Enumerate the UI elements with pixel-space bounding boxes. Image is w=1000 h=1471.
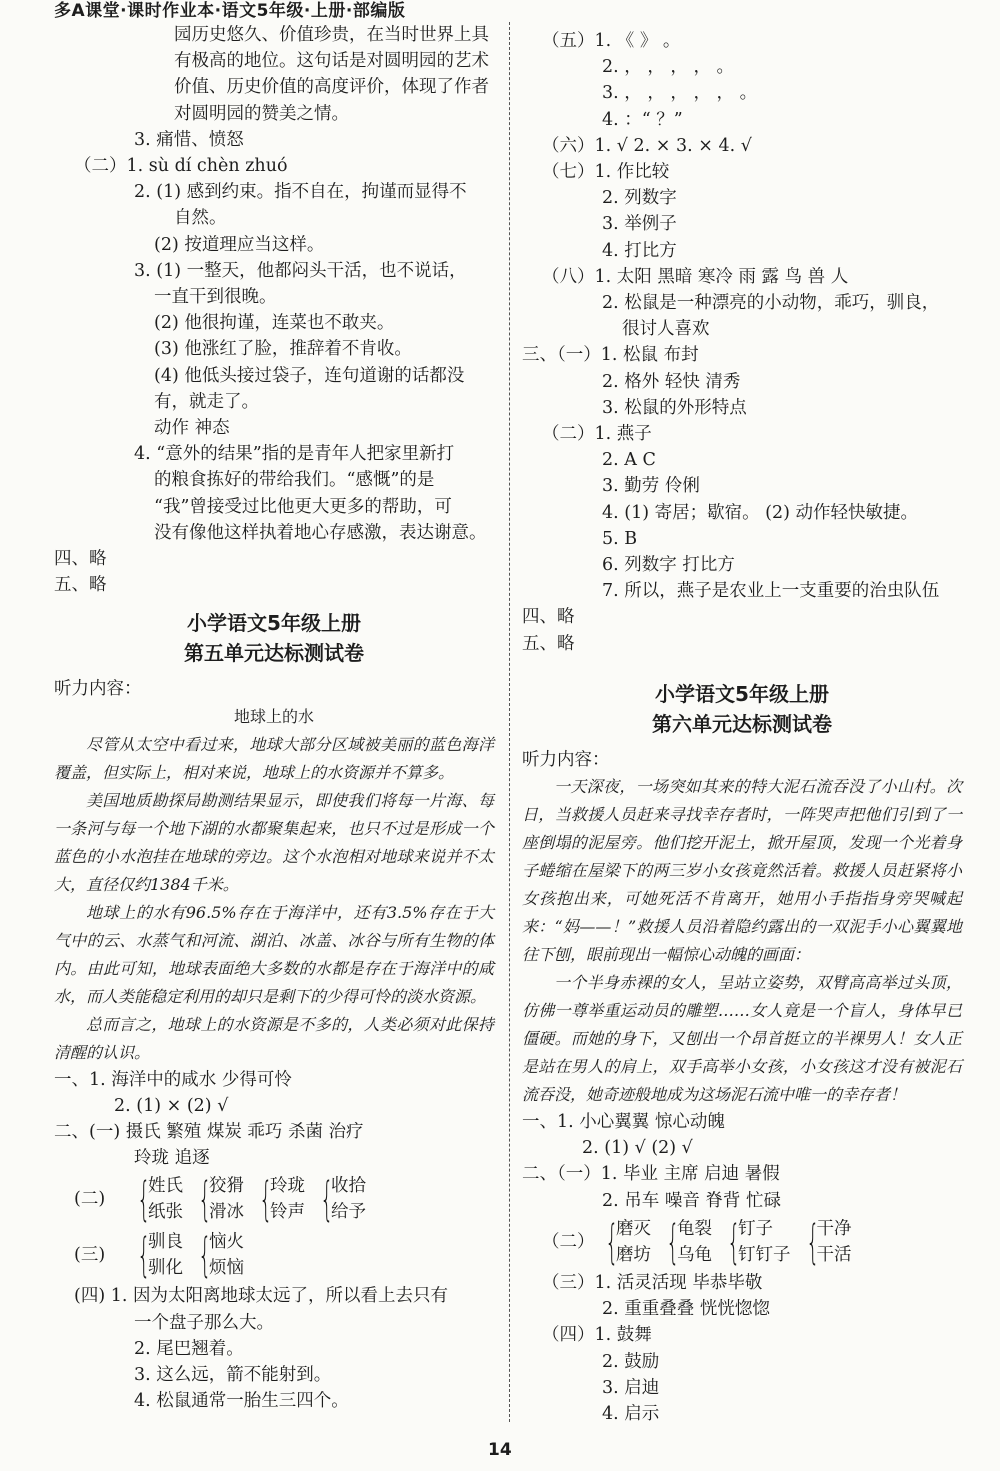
answer-line: (3) 他涨红了脸，推辞着不肯收。: [154, 339, 412, 360]
pair-word: 恼火: [209, 1232, 244, 1253]
answer-line: 4. 松鼠通常一胎生三四个。: [134, 1391, 349, 1412]
listening-label: 听力内容：: [54, 679, 142, 700]
word-pair: [148, 1229, 183, 1281]
title-line-1: 小学语文5年级上册: [655, 681, 829, 706]
answer-line: 2. 松鼠是一种漂亮的小动物，乖巧，驯良，: [602, 293, 940, 314]
word-pair: [270, 1173, 305, 1225]
listening-label: 听力内容：: [522, 749, 610, 770]
passage-paragraph: 一天深夜，一场突如其来的特大泥石流吞没了小山村。次日，当救援人员赶来寻找幸存者时，一阵哭声把他们引到了一座倒塌的泥屋旁。他们挖开泥土，掀开屋顶，发现一个光着身子蜷缩在屋梁下的两三岁小女孩竟然活着。救援人员赶紧将小女孩抱出来，可她死活不肯离开，她用小手指指身旁哭喊起来：“妈——！”救援人员沿着隐约露出的一双泥手小心翼翼地往下刨，眼前现出一幅惊心动魄的画面：: [522, 777, 962, 965]
answer-line: 3. 松鼠的外形特点: [602, 397, 747, 418]
brace-group: [195, 1229, 244, 1281]
answer-line: 2. (1) 感到约束。指不自在，拘谨而显得不: [134, 182, 467, 203]
listening-passage: [522, 773, 962, 1109]
pair-word: 干活: [816, 1244, 852, 1265]
pair-word: 干净: [816, 1218, 852, 1239]
pair-word: 驯良: [148, 1232, 183, 1253]
brace-glyph: {: [727, 1214, 741, 1269]
pair-word: 钉子: [738, 1218, 773, 1239]
answer-line: 6. 列数字 打比方: [602, 555, 735, 576]
brace-glyph: {: [259, 1172, 273, 1227]
answer-line: （二）1. 燕子: [542, 424, 652, 445]
answer-line: 2. 重重叠叠 恍恍惚惚: [602, 1299, 770, 1320]
word-pair: [148, 1173, 183, 1225]
pair-word: 烦恼: [209, 1258, 244, 1279]
brace-glyph: {: [805, 1214, 819, 1269]
pair-word: 钉钉子: [738, 1244, 791, 1265]
brace-glyph: {: [320, 1172, 334, 1227]
answer-line: 有，就走了。: [154, 391, 259, 412]
pair-word: 收拾: [331, 1176, 366, 1197]
answer-line: 对圆明园的赞美之情。: [174, 103, 349, 124]
word-pair: [616, 1216, 651, 1268]
answer-line: 3. 举例子: [602, 214, 677, 235]
brace-group: [803, 1216, 852, 1268]
word-pair: [209, 1229, 244, 1281]
answer-line: 2. A C: [602, 450, 656, 471]
answer-line: 3. 启迪: [602, 1377, 660, 1398]
passage-paragraph: 尽管从太空中看过来，地球大部分区域被美丽的蓝色海洋覆盖，但实际上，相对来说，地球上的水资源并不算多。: [54, 734, 494, 782]
answer-line: “我”曾接受过比他更大更多的帮助，可: [154, 496, 452, 517]
answer-line: 2. (1) √ (2) √: [582, 1138, 693, 1159]
answer-line: (2) 他很拘谨，连菜也不敢夹。: [154, 313, 395, 334]
word-pair: [738, 1216, 791, 1268]
answer-line: 三、（一）1. 松鼠 布封: [522, 345, 699, 366]
item-label: (二): [74, 1189, 106, 1210]
unit-title: [522, 679, 962, 739]
brace-glyph: {: [198, 1172, 212, 1227]
brace-glyph: {: [605, 1214, 619, 1269]
page-header: 多A课堂·课时作业本·语文5年级·上册·部编版: [54, 1, 406, 21]
answer-line: 很讨人喜欢: [622, 319, 710, 340]
item-label: （二）: [542, 1231, 595, 1252]
right-column: [522, 28, 962, 1427]
unit-title: [54, 608, 494, 668]
brace-group-row: [54, 1171, 494, 1227]
brace-glyph: {: [666, 1214, 680, 1269]
answer-line: 四、略: [522, 607, 575, 628]
answer-line: (4) 他低头接过袋子，连句道谢的话都没: [154, 365, 465, 386]
answer-line: （五）1. 《 》 。: [542, 31, 681, 51]
brace-group: [663, 1216, 712, 1268]
brace-group: [195, 1173, 244, 1225]
answer-line: 动作 神态: [154, 418, 230, 439]
answer-line: （四）1. 鼓舞: [542, 1325, 652, 1346]
brace-group: [134, 1173, 183, 1225]
brace-group: [317, 1173, 366, 1225]
answer-line: 二、（一）1. 毕业 主席 启迪 暑假: [522, 1164, 780, 1185]
pair-word: 龟裂: [677, 1218, 712, 1239]
brace-group-container: [602, 1216, 864, 1268]
answer-line: （六）1. √ 2. × 3. × 4. √: [542, 135, 752, 156]
answer-line: 3. ， ， ， ， ， 。: [602, 83, 758, 104]
answer-line: 4. 打比方: [602, 240, 677, 261]
pair-word: 驯化: [148, 1258, 183, 1279]
passage-paragraph: 地球上的水有96.5%存在于海洋中，还有3.5%存在于大气中的云、水蒸气和河流、湖泊、冰盖、冰谷与所有生物的体内。由此可知，地球表面绝大多数的水都是存在于海洋中的咸水，而人类能稳定利用的却只是剩下的少得可怜的淡水资源。: [54, 902, 494, 1006]
brace-group: [724, 1216, 791, 1268]
page-number: 14: [488, 1440, 512, 1460]
brace-group-row: [522, 1214, 962, 1270]
brace-group-container: [134, 1229, 256, 1281]
answer-line: （二）1. sù dí chèn zhuó: [74, 156, 288, 177]
pair-word: 给予: [331, 1202, 366, 1223]
title-line-2: 第六单元达标测试卷: [652, 711, 832, 736]
brace-group: [134, 1229, 183, 1281]
answer-line: 园历史悠久、价值珍贵，在当时世界上具: [174, 25, 489, 45]
left-column: [54, 22, 494, 1415]
answer-line: （七）1. 作比较: [542, 162, 670, 183]
answer-line: (四) 1. 因为太阳离地球太远了，所以看上去只有: [74, 1286, 448, 1307]
answer-line: 价值、历史价值的高度评价，体现了作者: [174, 77, 489, 98]
answer-line: 有极高的地位。这句话是对圆明园的艺术: [174, 51, 489, 72]
answer-line: 一个盘子那么大。: [134, 1312, 274, 1333]
answer-line: 2. 尾巴翘着。: [134, 1338, 244, 1359]
answer-line: 2. ， ， ， ， 。: [602, 57, 735, 78]
word-pair: [677, 1216, 712, 1268]
word-pair: [817, 1216, 852, 1268]
pair-word: 乌龟: [677, 1244, 712, 1265]
pair-word: 磨灭: [616, 1218, 651, 1239]
answer-line: 一、1. 小心翼翼 惊心动魄: [522, 1112, 725, 1133]
answer-line: （八）1. 太阳 黑暗 寒冷 雨 露 鸟 兽 人: [542, 266, 849, 287]
answer-line: 2. 吊车 噪音 脊背 忙碌: [602, 1190, 781, 1211]
answer-line: 4. ：“ ？”: [602, 109, 683, 130]
answer-line: 2. 鼓励: [602, 1351, 660, 1372]
brace-glyph: {: [137, 1172, 151, 1227]
answer-line: 5. B: [602, 528, 638, 549]
answer-line: 3. (1) 一整天，他都闷头干活，也不说话，: [134, 260, 467, 281]
answer-line: 的粮食拣好的带给我们。“感慨”的是: [154, 470, 435, 491]
answer-line: 没有像他这样执着地心存感激，表达谢意。: [154, 522, 487, 543]
answer-line: 2. 格外 轻快 清秀: [602, 371, 741, 392]
answer-line: （三）1. 活灵活现 毕恭毕敬: [542, 1272, 763, 1293]
answer-line: 4. (1) 寄居；歇宿。 (2) 动作轻快敏捷。: [602, 502, 919, 523]
answer-line: 玲珑 追逐: [134, 1148, 210, 1169]
brace-glyph: {: [198, 1228, 212, 1283]
brace-group-container: [134, 1173, 378, 1225]
passage-paragraph: 一个半身赤裸的女人，呈站立姿势，双臂高高举过头顶，仿佛一尊举重运动员的雕塑……女人竟是一个盲人，身体早已僵硬。而她的身下，又刨出一个昂首挺立的半裸男人！女人正是站在男人的肩上，双手高举小女孩，小女孩这才没有被泥石流吞没，她奇迹般地成为这场泥石流中唯一的幸存者！: [522, 973, 962, 1105]
word-pair: [209, 1173, 244, 1225]
listening-passage: [54, 731, 494, 1067]
pair-word: 玲珑: [270, 1176, 305, 1197]
passage-paragraph: 总而言之，地球上的水资源是不多的，人类必须对此保持清醒的认识。: [54, 1014, 494, 1062]
answer-line: 一直干到很晚。: [154, 287, 277, 308]
answer-line: (2) 按道理应当这样。: [154, 234, 325, 255]
answer-line: 4. 启示: [602, 1403, 660, 1424]
brace-group: [602, 1216, 651, 1268]
answer-line: 3. 痛惜、愤怒: [134, 129, 244, 150]
answer-line: 五、略: [522, 633, 575, 654]
word-pair: [331, 1173, 366, 1225]
title-line-2: 第五单元达标测试卷: [184, 641, 364, 666]
column-divider: [509, 22, 510, 1422]
answer-line: 4. “意外的结果”指的是青年人把家里新打: [134, 444, 455, 465]
pair-word: 滑冰: [209, 1202, 244, 1223]
title-line-1: 小学语文5年级上册: [187, 611, 361, 636]
answer-line: 二、(一) 摄氏 繁殖 煤炭 乖巧 杀菌 治疗: [54, 1122, 364, 1143]
answer-line: 自然。: [174, 208, 227, 229]
passage-title: 地球上的水: [233, 706, 314, 726]
answer-line: 四、略: [54, 549, 107, 570]
answer-line: 一、1. 海洋中的咸水 少得可怜: [54, 1069, 292, 1090]
pair-word: 纸张: [148, 1202, 183, 1223]
pair-word: 姓氏: [148, 1176, 183, 1197]
brace-group-row: [54, 1227, 494, 1283]
item-label: (三): [74, 1245, 106, 1266]
pair-word: 狡猾: [209, 1176, 244, 1197]
brace-glyph: {: [137, 1228, 151, 1283]
passage-paragraph: 美国地质勘探局勘测结果显示，即使我们将每一片海、每一条河与每一个地下湖的水都聚集起来，也只不过是形成一个蓝色的小水泡挂在地球的旁边。这个水泡相对地球来说并不太大，直径仅约1384千米。: [54, 790, 494, 894]
answer-line: 3. 勤劳 伶俐: [602, 476, 700, 497]
answer-line: 2. (1) × (2) √: [114, 1095, 229, 1116]
pair-word: 铃声: [270, 1202, 305, 1223]
answer-line: 7. 所以，燕子是农业上一支重要的治虫队伍: [602, 581, 940, 602]
answer-line: 2. 列数字: [602, 188, 677, 209]
answer-line: 3. 这么远，箭不能射到。: [134, 1365, 332, 1386]
answer-line: 五、略: [54, 575, 107, 596]
brace-group: [256, 1173, 305, 1225]
pair-word: 磨坊: [616, 1244, 651, 1265]
